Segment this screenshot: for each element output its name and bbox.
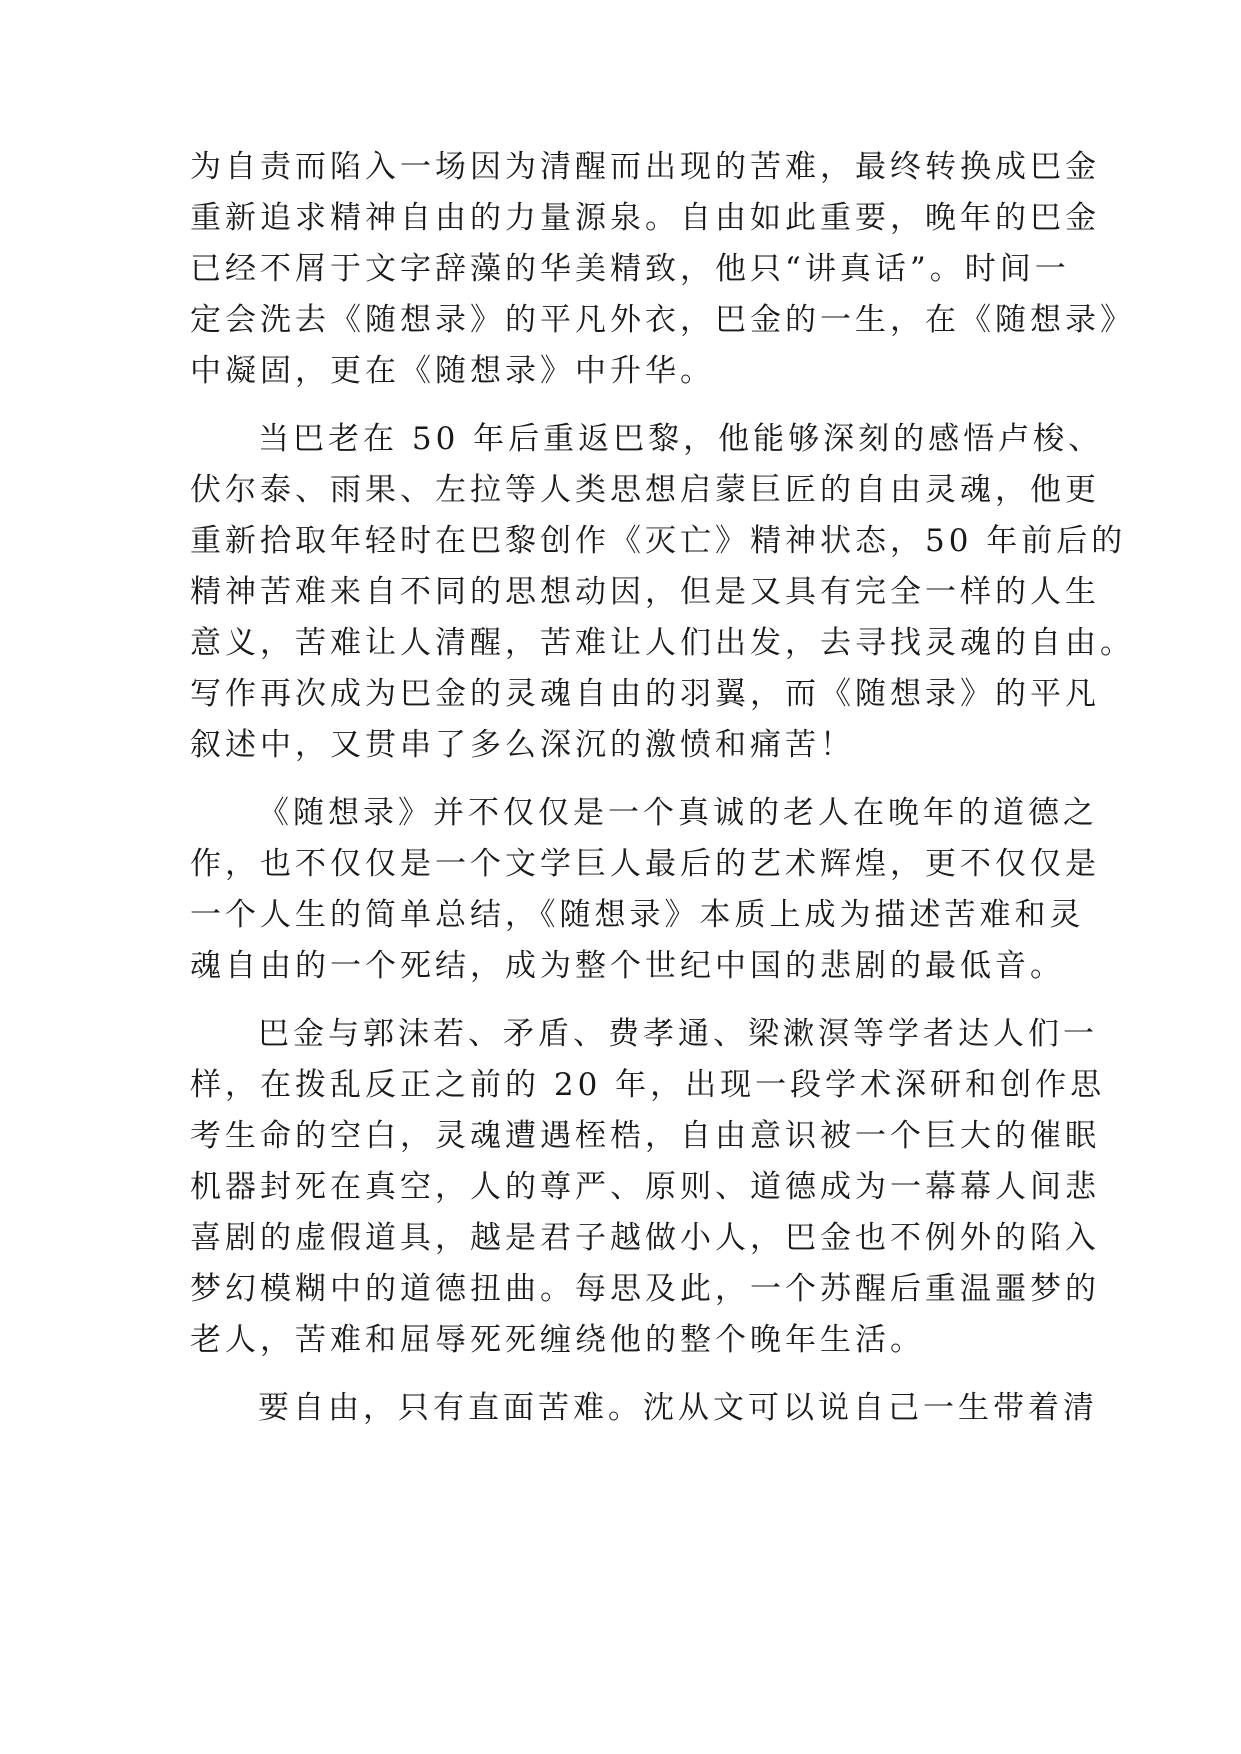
- text-line: 伏尔泰、雨果、左拉等人类思想启蒙巨匠的自由灵魂，他更: [190, 472, 1100, 508]
- text-line: 喜剧的虚假道具，越是君子越做小人，巴金也不例外的陷入: [190, 1220, 1100, 1256]
- text-line: 意义，苦难让人清醒，苦难让人们出发，去寻找灵魂的自由。: [190, 625, 1135, 661]
- text-line: 写作再次成为巴金的灵魂自由的羽翼，而《随想录》的平凡: [190, 676, 1100, 712]
- paragraph-1: [190, 142, 1135, 397]
- text-line: 定会洗去《随想录》的平凡外衣，巴金的一生，在《随想录》: [190, 302, 1135, 338]
- text-line: 样，在拨乱反正之前的 20 年，出现一段学术深研和创作思: [190, 1067, 1106, 1103]
- text-line: 考生命的空白，灵魂遭遇桎梏，自由意识被一个巨大的催眠: [190, 1118, 1100, 1154]
- text-line: 一个人生的简单总结，《随想录》本质上成为描述苦难和灵: [190, 897, 1085, 933]
- text-line: 当巴老在 50 年后重返巴黎，他能够深刻的感悟卢梭、: [258, 421, 1104, 457]
- text-line: 叙述中，又贯串了多么深沉的激愤和痛苦！: [190, 727, 855, 763]
- text-line: 重新拾取年轻时在巴黎创作《灭亡》精神状态，50 年前后的: [190, 523, 1127, 559]
- text-line: 已经不屑于文字辞藻的华美精致，他只“讲真话”。时间一: [190, 251, 1070, 287]
- text-line: 梦幻模糊中的道德扭曲。每思及此，一个苏醒后重温噩梦的: [190, 1271, 1100, 1307]
- text-line: 为自责而陷入一场因为清醒而出现的苦难，最终转换成巴金: [190, 149, 1100, 185]
- text-line: 机器封死在真空，人的尊严、原则、道德成为一幕幕人间悲: [190, 1169, 1100, 1205]
- body-text: [190, 142, 1135, 1434]
- text-line: 作，也不仅仅是一个文学巨人最后的艺术辉煌，更不仅仅是: [190, 846, 1100, 882]
- paragraph-3: [190, 788, 1100, 992]
- paragraph-4: [190, 1009, 1106, 1366]
- text-line: 要自由，只有直面苦难。沈从文可以说自己一生带着清: [258, 1390, 1098, 1426]
- text-line: 魂自由的一个死结，成为整个世纪中国的悲剧的最低音。: [190, 948, 1065, 984]
- text-line: 中凝固，更在《随想录》中升华。: [190, 353, 715, 389]
- text-line: 老人，苦难和屈辱死死缠绕他的整个晚年生活。: [190, 1322, 925, 1358]
- paragraph-5: [190, 1383, 1098, 1434]
- text-line: 巴金与郭沫若、矛盾、费孝通、梁漱溟等学者达人们一: [258, 1016, 1098, 1052]
- text-line: 《随想录》并不仅仅是一个真诚的老人在晚年的道德之: [258, 795, 1098, 831]
- text-line: 精神苦难来自不同的思想动因，但是又具有完全一样的人生: [190, 574, 1100, 610]
- paragraph-2: [190, 414, 1135, 771]
- text-line: 重新追求精神自由的力量源泉。自由如此重要，晚年的巴金: [190, 200, 1100, 236]
